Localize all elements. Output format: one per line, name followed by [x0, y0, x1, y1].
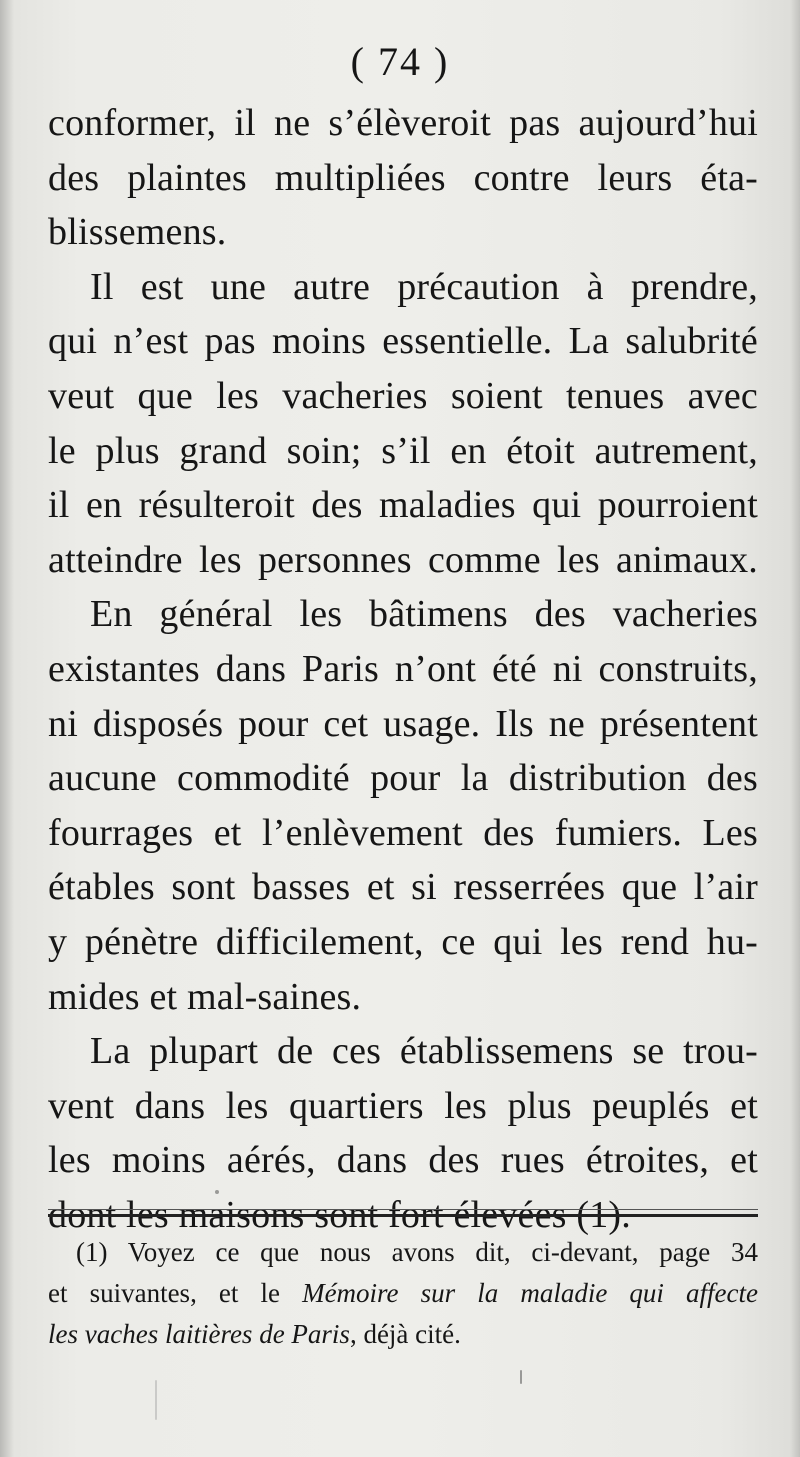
text-line: veut que les vacheries soient tenues avec: [48, 374, 758, 417]
paper-speck: [520, 1370, 522, 1384]
footnote-line: [48, 1273, 758, 1314]
footnote-italic-title: Mémoire sur la maladie qui affecte: [302, 1278, 758, 1308]
text-line: mides et mal-saines.: [48, 975, 362, 1018]
text-line: Il est une autre précaution à prendre,: [90, 265, 758, 308]
footnote-text: et suivantes, et le: [48, 1278, 303, 1308]
page-edge-shadow: [790, 0, 800, 1457]
page-gutter-shadow: [0, 0, 14, 1457]
text-line: il en résulteroit des maladies qui pourroient: [48, 484, 758, 527]
footnote-rule: [48, 1214, 758, 1217]
text-line: des plaintes multipliées contre leurs éta-: [48, 156, 758, 199]
text-line: fourrages et l’enlèvement des fumiers. Les: [48, 811, 758, 854]
text-line: La plupart de ces établissemens se trou-: [90, 1030, 758, 1073]
text-line: aucune commodité pour la distribution des: [48, 757, 758, 800]
text-line: y pénètre difficilement, ce qui les rend hu-: [48, 920, 758, 963]
footnote-italic-title: les vaches laitières de Paris: [48, 1319, 350, 1349]
text-line: conformer, il ne s’élèveroit pas aujourd’hui: [48, 102, 758, 144]
page-number: ( 74 ): [350, 39, 450, 84]
footnote: [48, 1232, 758, 1355]
footnote-line: [48, 1314, 758, 1355]
body-text: [48, 96, 758, 1242]
text-line: existantes dans Paris n’ont été ni construits,: [48, 647, 758, 690]
text-line: atteindre les personnes comme les animaux.: [48, 538, 758, 581]
footnote-line: (1) Voyez ce que nous avons dit, ci-devant, page 34: [76, 1237, 758, 1267]
text-line: étables sont basses et si resserrées que l’air: [48, 866, 758, 909]
text-line: le plus grand soin; s’il en étoit autrement,: [48, 429, 758, 472]
text-line: qui n’est pas moins essentielle. La salubrité: [48, 320, 758, 363]
text-line: En général les bâtimens des vacheries: [90, 593, 758, 636]
paper-speck: [155, 1380, 157, 1420]
text-line: vent dans les quartiers les plus peuplés et: [48, 1084, 758, 1127]
footnote-rule-thin: [48, 1209, 758, 1210]
text-line: ni disposés pour cet usage. Ils ne présentent: [48, 702, 758, 745]
text-line: blissemens.: [48, 211, 227, 254]
text-line: les moins aérés, dans des rues étroites, et: [48, 1139, 758, 1182]
footnote-text: , déjà cité.: [349, 1319, 461, 1349]
